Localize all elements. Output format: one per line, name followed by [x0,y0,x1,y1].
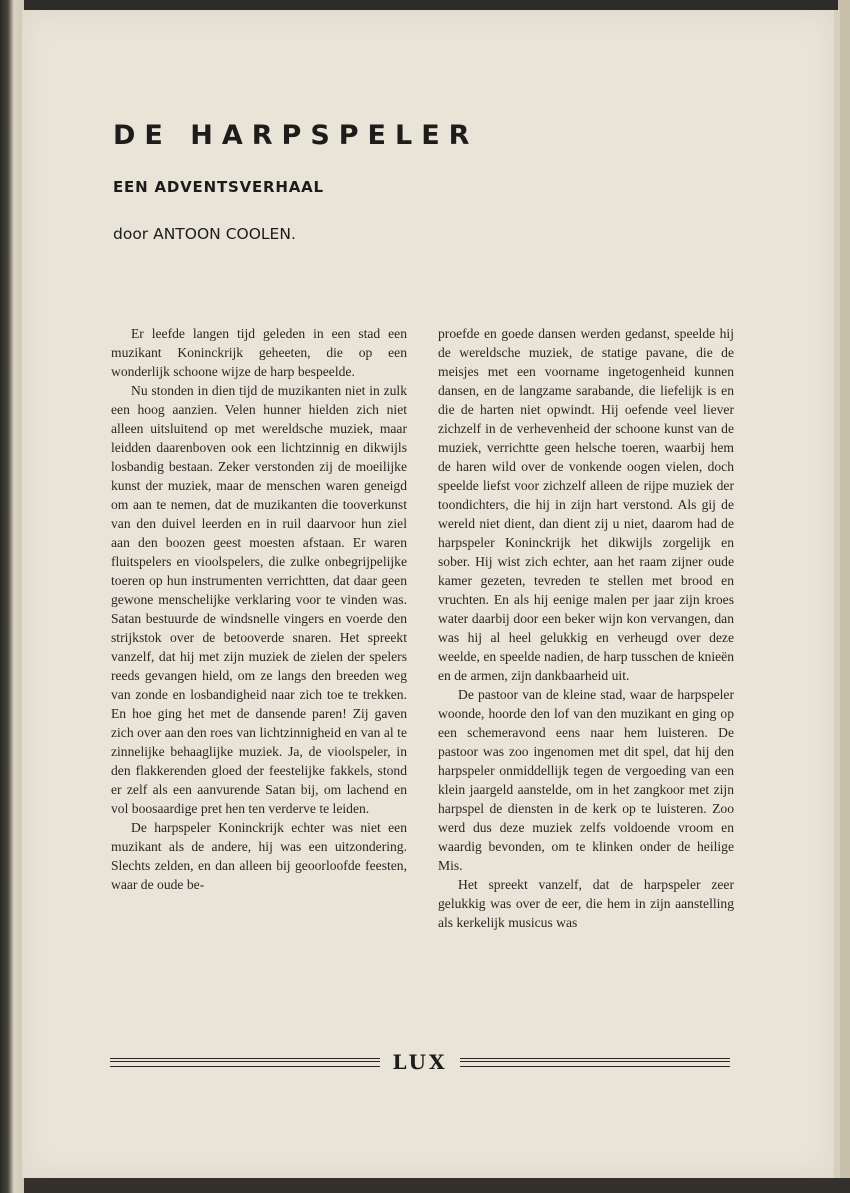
paragraph: Het spreekt vanzelf, dat de harpspeler zeer gelukkig was over de eer, die hem in zijn aanstelling als kerkelijk musicus was [438,877,734,930]
article-subtitle: EEN ADVENTSVERHAAL [113,178,324,196]
paragraph: proefde en goede dansen werden gedanst, speelde hij de wereldsche muziek, de statige pavane, die de meisjes met een voorname ingetogenheid kunnen dansen, en de langzame sarabande, die liefelijk is en die de harten niet opwindt. Hij oefende veel liever zichzelf in de verhevenheid der schoone kunst van de muziek, verrichtte geen helsche toeren, waarbij hem de haren wild over de vonkende oogen vielen, doch speelde liefst voor zichzelf alleen de rijpe muziek der toondichters, die hij in zijn hart verstond. Als gij de wereld niet dient, dan dient zij u niet, daarom had de harpspeler Koninckrijk het dikwijls zorgelijk en sober. Hij wist zich echter, aan het raam zijner oude kamer gezeten, tevreden te stellen met brood en vruchten. En als hij eenige malen per jaar zijn kroes water daarbij door een beker wijn kon vervangen, dan was hij al heel gelukkig en verheugd over deze weelde, en speelde nadien, de harp tusschen de knieën en de armen, zijn dankbaarheid uit. [438,326,734,683]
article-author: door ANTOON COOLEN. [113,225,296,243]
scan-edge-bottom [0,1178,850,1193]
footer-rule-right [460,1058,730,1067]
paragraph: Nu stonden in dien tijd de muzikanten niet in zulk een hoog aanzien. Velen hunner hielden zich niet alleen uitsluitend op met wereldsche muziek, maar leidden daarenboven ook een lichtzinnig en dikwijls losbandig bestaan. Zeker verstonden zij de moeilijke kunst der muziek, maar de menschen waren geneigd om aan te nemen, dat de muzikanten die tooverkunst van den duivel leerden en in ruil daarvoor hun ziel aan den boozen geest moesten afstaan. Er waren fluitspelers en vioolspelers, die zulke onbegrijpelijke toeren op hun instrumenten verrichtten, dat daar geen gewone menschelijke verklaring voor te vinden was. Satan bestuurde de windsnelle vingers en voerde den strijkstok over de betooverde snaren. Het spreekt vanzelf, dat hij met zijn muziek de zielen der spelers reeds gevangen hield, om ze langs den breeden weg van zonde en losbandigheid naar zich toe te trekken. En hoe ging het met de dansende paren! Zij gaven zich over aan den roes van lichtzinnigheid en van al te zinnelijke behaaglijke muziek. Ja, de vioolspeler, in den flakkerenden gloed der feestelijke fakkels, stond er zelf als een aanvurende Satan bij, om lachend en vol boosaardige pret hen ten verderve te leiden. [111,383,407,816]
paragraph: De pastoor van de kleine stad, waar de harpspeler woonde, hoorde den lof van den muzikant en ging op een schemeravond eens naar hem luisteren. De pastoor was zoo ingenomen met dit spel, dat hij den harpspeler onmiddellijk tegen de vergoeding van een klein jaargeld aanstelde, om in het zangkoor met zijn harpspel de diensten in de kerk op te luisteren. Zoo werd dus deze muziek zelfs voldoende vroom en waardig bevonden, om te klinken onder de heilige Mis. [438,687,734,873]
article-title: DE HARPSPELER [113,120,479,151]
text-column-left [111,324,407,894]
paragraph: De harpspeler Koninckrijk echter was niet een muzikant als de andere, hij was een uitzondering. Slechts zelden, en dan alleen bij geoorloofde feesten, waar de oude be- [111,820,407,892]
document-page [22,10,840,1178]
paragraph: Er leefde langen tijd geleden in een stad een muzikant Koninckrijk geheeten, die op een wonderlijk schoone wijze de harp bespeelde. [111,326,407,379]
magazine-name: LUX [392,1050,448,1074]
page-binding-edge [0,0,24,1193]
text-column-right [438,324,734,932]
page-footer [110,1050,730,1076]
